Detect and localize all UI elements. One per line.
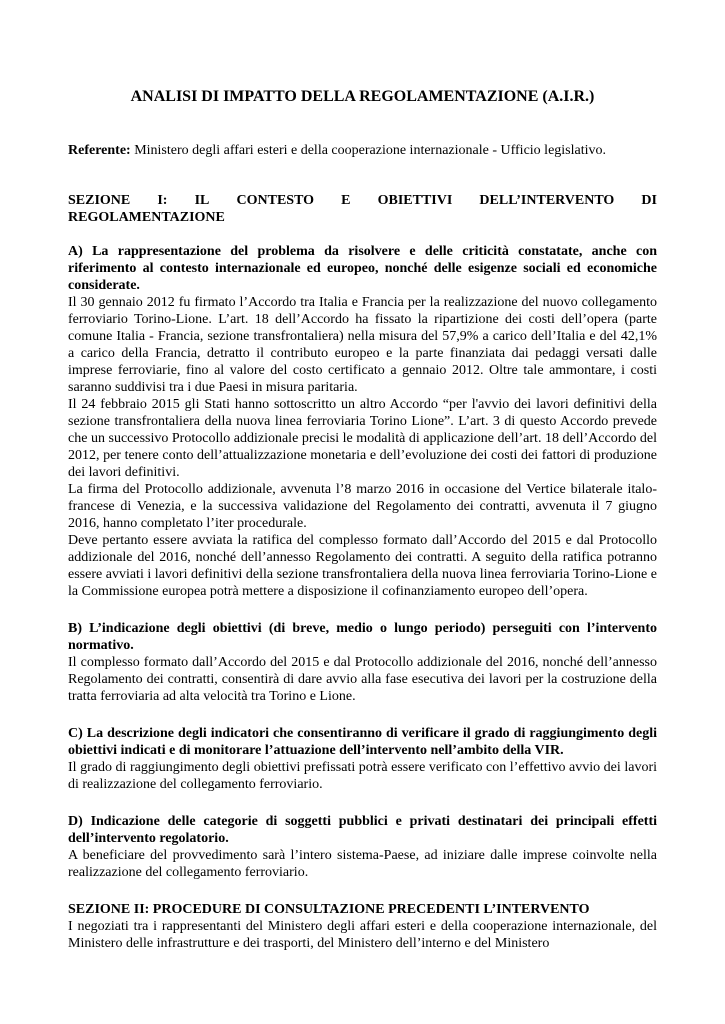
sezione-1-word: CONTESTO — [236, 193, 315, 208]
sezione-1-word: DELL’INTERVENTO — [479, 193, 615, 208]
document-title: ANALISI DI IMPATTO DELLA REGOLAMENTAZIONE (A.I.R.) — [130, 88, 595, 105]
referente-label: Referente: — [68, 143, 131, 158]
section-c-text: Il grado di raggiungimento degli obiettivi prefissati potrà essere verificato con l’effettivo avvio dei lavori di realizzazione del collegamento ferroviario. — [68, 760, 657, 792]
sezione-2-text: I negoziati tra i rappresentanti del Ministero degli affari esteri e della cooperazione internazionale, del Ministero delle infrastrutture e dei trasporti, del Ministero dell’interno e del Ministero — [68, 919, 657, 951]
section-a-paragraph: Deve pertanto essere avviata la ratifica del complesso formato dall’Accordo del 2015 e dal Protocollo addizionale del 2016, nonché dell’annesso Regolamento dei contratti. A seguito della ratifica potranno essere avviati i lavori definitivi della sezione transfrontaliera della nuova linea ferroviaria Torino-Lione e la Commissione europea potrà mettere a disposizione il cofinanziamento europeo dell’opera. — [68, 533, 657, 599]
section-a-paragraph: Il 30 gennaio 2012 fu firmato l’Accordo tra Italia e Francia per la realizzazione del nuovo collegamento ferroviario Torino-Lione. L’art. 18 dell’Accordo ha fissato la ripartizione dei costi dell’opera (parte comune Italia - Francia, sezione transfrontaliera) nella misura del 57,9% a carico dell’Italia e del 42,1% a carico della Francia, detratto il contributo europeo e la parte finanziata dai pedaggi versati dalle imprese ferroviarie, fino al valore del costo certificato a gennaio 2012. Oltre tale ammontare, i costi saranno suddivisi tra i due Paesi in misura paritaria. — [68, 295, 657, 395]
document-body — [68, 243, 657, 952]
section-b-text: Il complesso formato dall’Accordo del 2015 e dal Protocollo addizionale del 2016, nonché dell’annesso Regolamento dei contratti, consentirà di dare avvio alla fase esecutiva dei lavori per la costruzione della tratta ferroviaria ad alta velocità tra Torino e Lione. — [68, 655, 657, 704]
sezione-1-heading-line2: REGOLAMENTAZIONE — [68, 210, 225, 225]
section-d-text: A beneficiare del provvedimento sarà l’intero sistema-Paese, ad iniziare dalle imprese coinvolte nella realizzazione del collegamento ferroviario. — [68, 848, 657, 880]
section-a-paragraph: Il 24 febbraio 2015 gli Stati hanno sottoscritto un altro Accordo “per l'avvio dei lavori definitivi della sezione transfrontaliera della nuova linea ferroviaria Torino Lione”. L’art. 3 di questo Accordo prevede che un successivo Protocollo addizionale precisi le modalità di applicazione dell’art. 18 dell’Accordo del 2012, per tenere conto dell’attualizzazione monetaria e dell’evoluzione dei costi dei fattori di produzione dei lavori definitivi. — [68, 397, 657, 480]
referente-text: Ministero degli affari esteri e della cooperazione internazionale - Ufficio legislativo. — [130, 143, 606, 158]
sezione-1-word: I: — [157, 193, 168, 208]
sezione-1-word: IL — [194, 193, 210, 208]
sezione-1-word: DI — [641, 193, 657, 208]
sezione-1-word: SEZIONE — [68, 193, 131, 208]
referente-line — [68, 143, 657, 159]
sezione-1-word: E — [341, 193, 351, 208]
section-a-heading: A) La rappresentazione del problema da risolvere e delle criticità constatate, anche con riferimento al contesto internazionale ed europeo, nonché delle esigenze sociali ed economiche considerate. — [68, 244, 657, 293]
sezione-1-heading-line1 — [68, 192, 657, 209]
sezione-1-heading — [68, 192, 657, 226]
sezione-2-heading: SEZIONE II: PROCEDURE DI CONSULTAZIONE PRECEDENTI L’INTERVENTO — [68, 902, 590, 917]
section-c-heading: C) La descrizione degli indicatori che consentiranno di verificare il grado di raggiungimento degli obiettivi indicati e di monitorare l’attuazione dell’intervento nell’ambito della VIR. — [68, 726, 657, 758]
sezione-1-word: OBIETTIVI — [377, 193, 453, 208]
section-b-heading: B) L’indicazione degli obiettivi (di breve, medio o lungo periodo) perseguiti con l’intervento normativo. — [68, 621, 657, 653]
section-a-paragraph: La firma del Protocollo addizionale, avvenuta l’8 marzo 2016 in occasione del Vertice bilaterale italo-francese di Venezia, e la successiva validazione del Regolamento dei contratti, avvenuta il 7 giugno 2016, hanno completato l’iter procedurale. — [68, 482, 657, 531]
section-d-heading: D) Indicazione delle categorie di soggetti pubblici e privati destinatari dei principali effetti dell’intervento regolatorio. — [68, 814, 657, 846]
